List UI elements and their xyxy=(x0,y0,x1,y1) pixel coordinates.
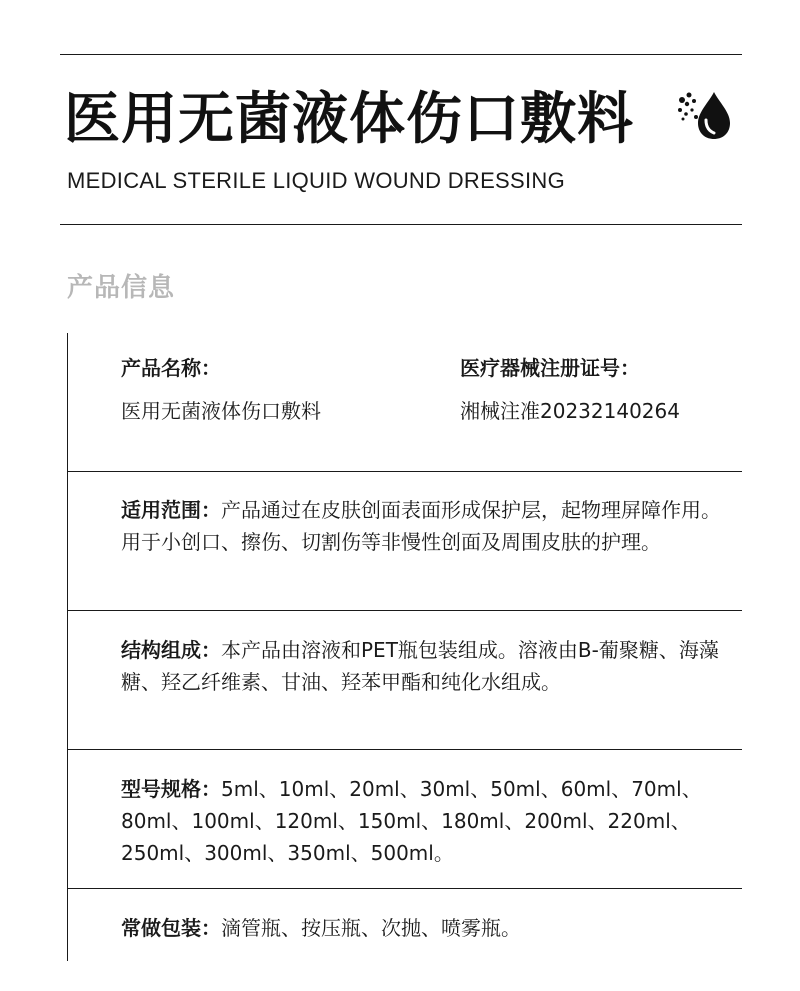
water-drop-icon xyxy=(676,90,738,140)
row-divider-4 xyxy=(67,888,742,889)
packaging-text: 滴管瓶、按压瓶、次抛、喷雾瓶。 xyxy=(221,916,521,940)
product-title-cn: 医用无菌液体伤口敷料 xyxy=(64,87,634,152)
row-divider-1 xyxy=(67,471,742,472)
models-text: 5ml、10ml、20ml、30ml、50ml、60ml、70ml、80ml、100ml、120ml、150ml、180ml、200ml、220ml、250ml、300ml、350ml、500ml。 xyxy=(121,777,702,865)
header-bottom-rule xyxy=(60,224,742,225)
top-rule xyxy=(60,54,742,55)
section-heading: 产品信息 xyxy=(67,273,176,303)
product-name-value: 医用无菌液体伤口敷料 xyxy=(121,399,321,423)
info-left-border xyxy=(67,333,68,961)
row-divider-3 xyxy=(67,749,742,750)
scope-paragraph xyxy=(121,494,721,558)
models-paragraph xyxy=(121,773,721,869)
registration-value: 湘械注准20232140264 xyxy=(460,399,680,423)
registration-label: 医疗器械注册证号： xyxy=(460,356,640,380)
structure-paragraph xyxy=(121,634,721,698)
models-label: 型号规格： xyxy=(121,777,221,801)
packaging-paragraph xyxy=(121,912,721,944)
row-divider-2 xyxy=(67,610,742,611)
scope-text: 产品通过在皮肤创面表面形成保护层，起物理屏障作用。用于小创口、擦伤、切割伤等非慢性创面及周围皮肤的护理。 xyxy=(121,498,721,554)
scope-label: 适用范围： xyxy=(121,498,221,522)
product-name-label: 产品名称： xyxy=(121,356,221,380)
product-title-en: MEDICAL STERILE LIQUID WOUND DRESSING xyxy=(67,168,566,193)
structure-text: 本产品由溶液和PET瓶包装组成。溶液由B-葡聚糖、海藻糖、羟乙纤维素、甘油、羟苯甲酯和纯化水组成。 xyxy=(121,638,719,694)
packaging-label: 常做包装： xyxy=(121,916,221,940)
structure-label: 结构组成： xyxy=(121,638,221,662)
